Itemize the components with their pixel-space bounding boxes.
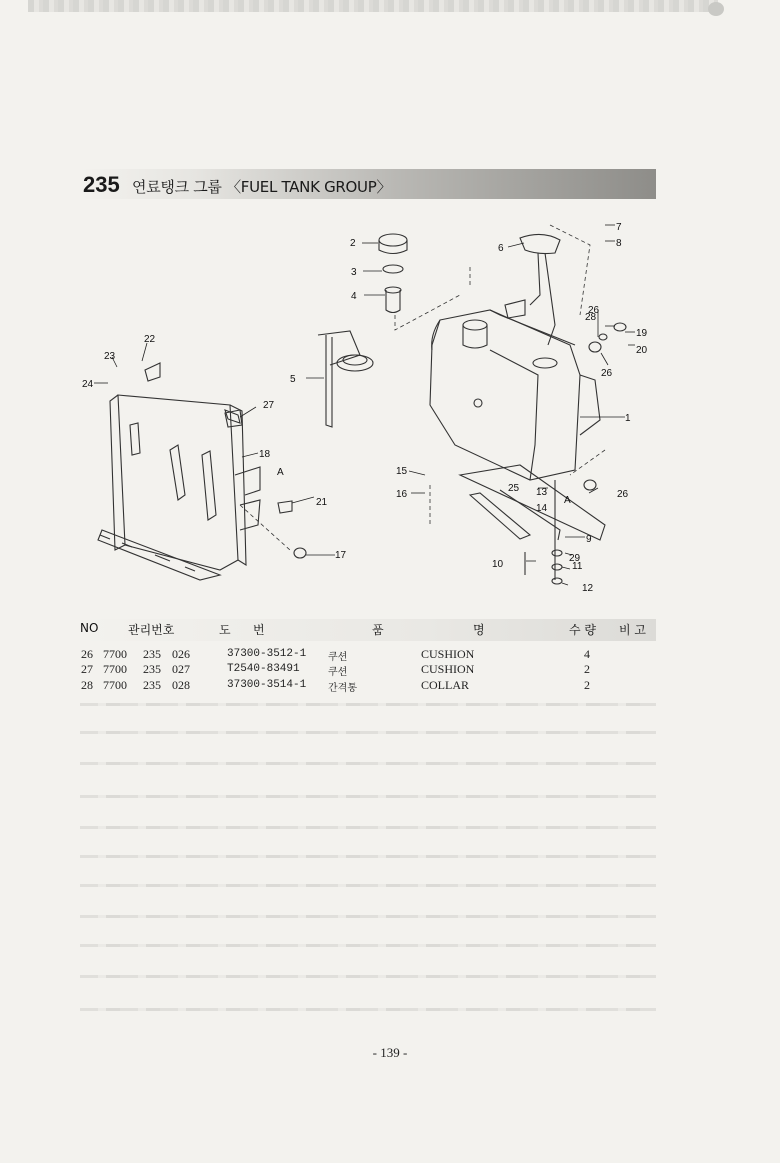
callout-label: 12 [582,583,594,594]
callout-label: 20 [636,345,648,356]
row-code-1: 7700 [103,662,127,676]
blank-row-line [80,762,656,765]
callout-label: 25 [508,483,520,494]
col-header-number: 번 [253,623,265,637]
blank-row-line [80,884,656,887]
callout-label: 6 [498,243,504,254]
row-code-1: 7700 [103,647,127,661]
callout-label: 1 [625,413,631,424]
callout-label: 14 [536,503,548,514]
row-code-2: 235 [143,647,161,661]
page-number: - 139 - [372,1045,408,1060]
callout-label: 3 [351,267,357,278]
row-code-2: 235 [143,662,161,676]
col-header-drawing: 도 [219,623,231,637]
row-code-2: 235 [143,678,161,692]
section-number: 235 [83,172,120,197]
callout-label: 23 [104,351,116,362]
callout-label: 2 [350,238,356,249]
callout-label: 9 [586,534,592,545]
blank-row-line [80,915,656,918]
blank-row-line [80,1008,656,1011]
row-part-number: T2540-83491 [227,663,300,675]
row-no: 28 [81,678,93,692]
callout-label: 5 [290,374,296,385]
callout-label: 13 [536,487,548,498]
callout-label: 15 [396,466,408,477]
callout-label: A [277,467,284,478]
callout-label: 24 [82,379,94,390]
callout-label: 21 [316,497,328,508]
fuel-tank-exploded-diagram [60,205,720,605]
callout-label: 28 [585,312,597,323]
row-qty: 2 [584,662,590,676]
col-header-no: NO [80,621,99,635]
col-header-name: 명 [473,623,485,637]
row-no: 26 [81,647,93,661]
col-header-item: 품 [372,623,384,637]
row-qty: 4 [584,647,590,661]
scan-edge-artifact [28,0,718,12]
row-name-en: COLLAR [421,678,469,692]
row-name-en: CUSHION [421,647,475,661]
blank-row-line [80,855,656,858]
row-no: 27 [81,662,93,676]
callout-label: 18 [259,449,271,460]
table-row [0,662,780,678]
row-name-kr: 간격통 [328,683,357,694]
callout-label: 19 [636,328,648,339]
col-header-remark: 비 고 [619,623,646,637]
blank-row-line [80,731,656,734]
row-name-en: CUSHION [421,662,475,676]
callout-label: 27 [263,400,275,411]
row-code-3: 026 [172,647,190,661]
callout-label: 7 [616,222,622,233]
col-header-mgmt-no: 관리번호 [128,623,175,637]
blank-row-line [80,975,656,978]
row-qty: 2 [584,678,590,692]
row-code-1: 7700 [103,678,127,692]
row-code-3: 027 [172,662,190,676]
callout-label: 22 [144,334,156,345]
table-row [0,647,780,663]
callout-label: 8 [616,238,622,249]
callout-label: 29 [569,553,581,564]
blank-row-line [80,944,656,947]
callout-label: 16 [396,489,408,500]
callout-label: 26 [617,489,629,500]
scan-mark [708,2,724,16]
callout-label: 17 [335,550,347,561]
row-code-3: 028 [172,678,190,692]
col-header-qty: 수 량 [569,623,596,637]
section-title: 연료탱크 그룹 〈FUEL TANK GROUP〉 [132,178,392,196]
callout-label: A [564,495,571,506]
callout-label: 10 [492,559,504,570]
callout-label: 11 [572,561,583,572]
row-part-number: 37300-3514-1 [227,679,307,691]
blank-row-line [80,703,656,706]
callout-label: 4 [351,291,357,302]
callout-label: 26 [601,368,613,379]
table-row [0,678,780,694]
row-name-kr: 쿠션 [328,652,348,663]
callout-label: 26 [588,305,600,316]
blank-row-line [80,795,656,798]
row-part-number: 37300-3512-1 [227,648,307,660]
row-name-kr: 쿠션 [328,667,348,678]
blank-row-line [80,826,656,829]
